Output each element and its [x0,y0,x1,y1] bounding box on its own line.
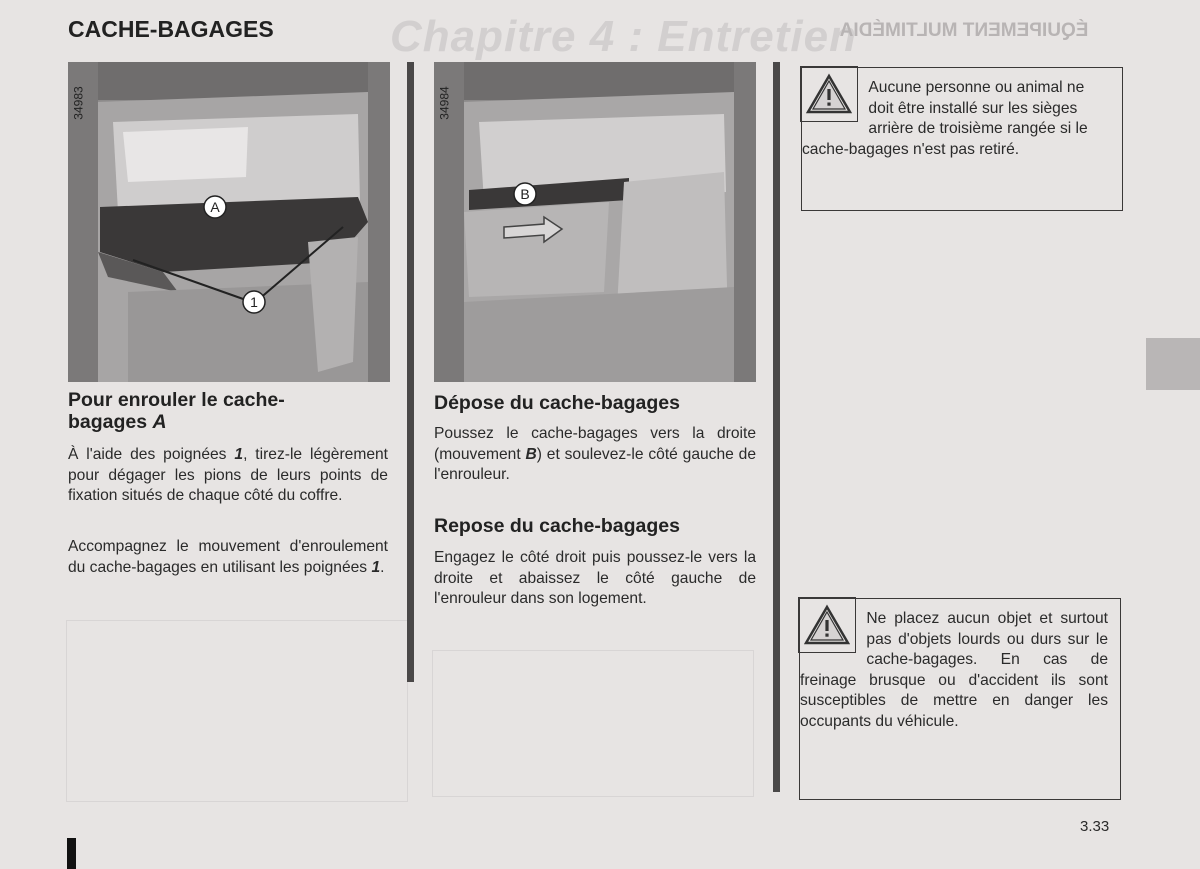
column-divider [407,62,414,682]
corner-marker [67,838,76,869]
column-divider [773,62,780,792]
warning-triangle-icon [800,66,858,122]
trunk-illustration [434,62,756,382]
photo-number: 34984 [438,86,452,120]
page-number: 3.33 [1080,818,1110,835]
warning-text-passengers: Aucune personne ou animal ne doit être installé sur les sièges arrière de troisième rangée si le cache-bagages n'est pas retiré. [802,79,1088,158]
warning-box-objects [799,598,1121,800]
heading-roll-up: Pour enrouler le cache- bagages A [68,389,285,433]
chapter-tab [1146,338,1200,390]
photo-removal [434,62,756,382]
heading-refit: Repose du cache-bagages [434,515,680,537]
warning-triangle-icon [798,597,856,653]
paragraph-roll-up-1: À l'aide des poignées 1, tirez-le légèrement pour dégager les pions de leurs points de fixation situés de chaque côté du coffre. [68,446,388,504]
paragraph-roll-up-2: Accompagnez le mouvement d'enroulement du cache-bagages en utilisant les poignées 1. [68,538,388,576]
ghost-note-box [432,650,754,797]
ghost-mirrored-header: ÉQUIPEMENT MULTIMÉDIA [839,20,1089,41]
warning-text-objects: Ne placez aucun objet et surtout pas d'objets lourds ou durs sur le cache-bagages. En cas de freinage brusque ou d'accident ils sont susceptibles de mettre en danger les occupants du véhicule. [800,610,1108,730]
warning-box-passengers [801,67,1123,211]
label-b: B [520,186,530,202]
ghost-note-box-left [66,620,408,802]
label-1: 1 [250,294,258,310]
label-a: A [210,199,220,215]
trunk-illustration [68,62,390,382]
photo-number: 34983 [72,86,86,120]
paragraph-removal: Poussez le cache-bagages vers la droite (mouvement B) et soulevez-le côté gauche de l'enrouleur. [434,425,756,483]
photo-roll-up [68,62,390,382]
ghost-chapter-header: Chapitre 4 : Entretien [390,12,857,61]
heading-removal: Dépose du cache-bagages [434,392,680,414]
paragraph-refit: Engagez le côté droit puis poussez-le vers la droite et abaissez le côté gauche de l'enrouleur dans son logement. [434,549,756,607]
page-title: CACHE-BAGAGES [68,16,274,42]
